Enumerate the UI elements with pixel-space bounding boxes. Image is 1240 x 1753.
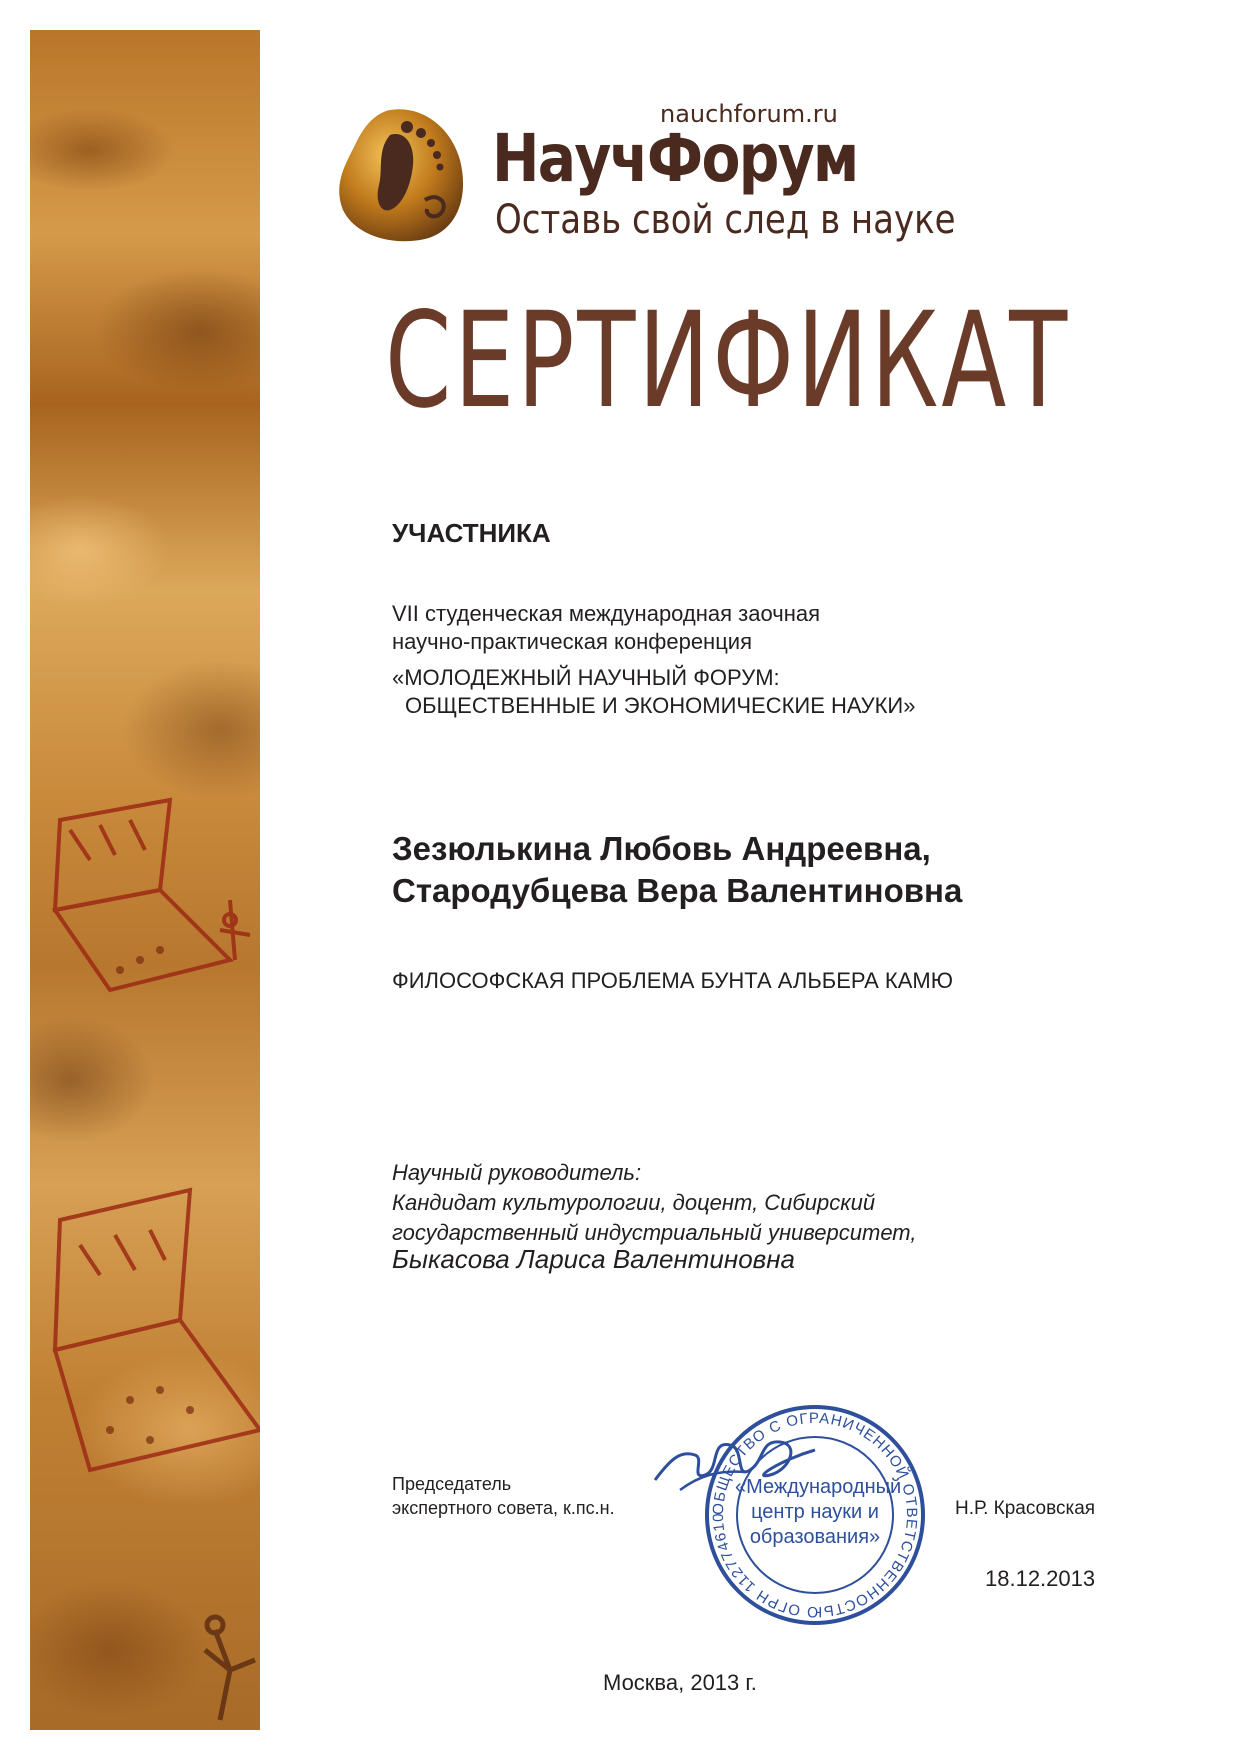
nauchforum-logo-icon: [335, 105, 470, 245]
advisor-label: Научный руководитель:: [392, 1160, 642, 1185]
decorative-cave-art-strip: [30, 30, 260, 1730]
advisor-credentials-line1: Кандидат культурологии, доцент, Сибирский: [392, 1190, 876, 1215]
stamp-ring-text: ОБЩЕСТВО С ОГРАНИЧЕННОЙ ОТВЕТСТВЕННОСТЬЮ ОГРН 112774610: [709, 1409, 921, 1621]
conference-description-line1: VII студенческая международная заочная: [392, 601, 821, 626]
logo-name: НаучФорум: [492, 120, 858, 197]
paper-topic: ФИЛОСОФСКАЯ ПРОБЛЕМА БУНТА АЛЬБЕРА КАМЮ: [392, 968, 953, 993]
advisor-name: Быкасова Лариса Валентиновна: [392, 1244, 795, 1274]
author-name: Зезюлькина Любовь Андреевна,: [392, 830, 931, 867]
handwritten-signature: [650, 1420, 820, 1510]
issue-date: 18.12.2013: [985, 1566, 1096, 1591]
cave-drawings: [30, 30, 260, 1730]
author-name: Стародубцева Вера Валентиновна: [392, 872, 963, 909]
conference-name-line1: «МОЛОДЕЖНЫЙ НАУЧНЫЙ ФОРУМ:: [392, 665, 780, 690]
conference-name-line2: ОБЩЕСТВЕННЫЕ И ЭКОНОМИЧЕСКИЕ НАУКИ»: [405, 693, 916, 718]
chair-title-line1: Председатель: [392, 1474, 512, 1494]
footer-place-year: Москва, 2013 г.: [603, 1670, 757, 1695]
certificate-title: СЕРТИФИКАТ: [385, 284, 1071, 438]
logo-slogan: Оставь свой след в науке: [495, 197, 956, 243]
chair-title-line2: экспертного совета, к.пс.н.: [392, 1498, 615, 1518]
chair-name: Н.Р. Красовская: [955, 1498, 1096, 1519]
logo-url: nauchforum.ru: [660, 100, 838, 128]
advisor-credentials-line2: государственный индустриальный университет,: [392, 1220, 917, 1245]
conference-description-line2: научно-практическая конференция: [392, 629, 753, 654]
stamp-line: центр науки и: [751, 1501, 879, 1523]
stamp-line: «Международный: [735, 1476, 902, 1498]
participant-label: УЧАСТНИКА: [392, 518, 551, 548]
stamp-line: образования»: [749, 1526, 881, 1548]
